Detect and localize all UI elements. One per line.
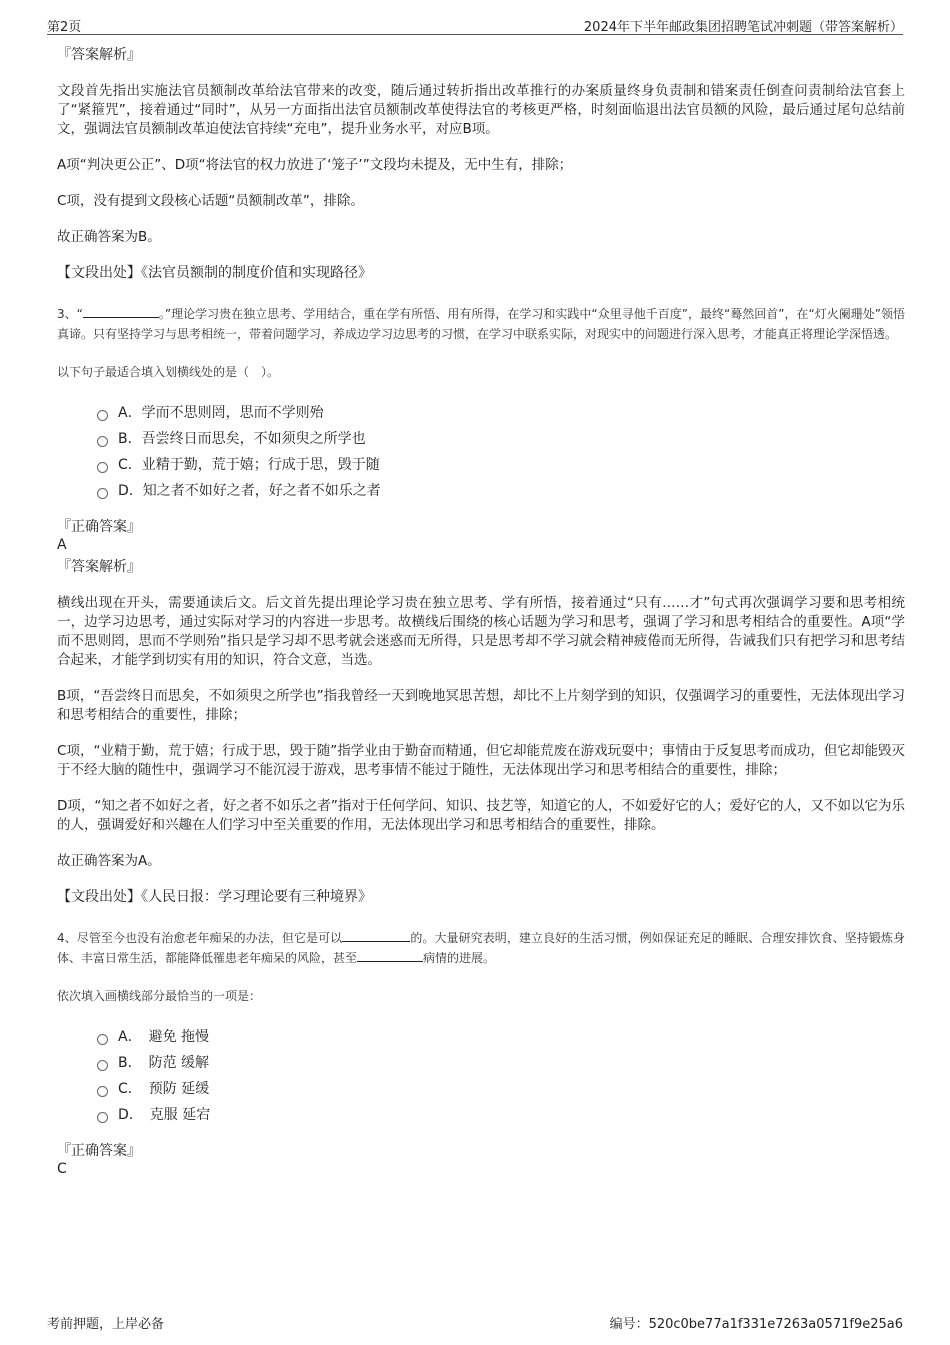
document-id: 编号：520c0be77a1f331e7263a0571f9e25a6 — [609, 1317, 903, 1332]
footer-slogan: 考前押题，上岸必备 — [47, 1317, 165, 1332]
q4-stem-part-2: 的。大量研究表明，建立良好的生活习惯，例如保证充足的睡眠、合理安排饮食、坚持锻炼身体、丰富日常生活，都能降低罹患老年痴呆的风险，甚至 — [57, 931, 905, 965]
q4-answer: C — [57, 1161, 67, 1177]
q3-option-b[interactable] — [97, 426, 905, 452]
radio-icon[interactable] — [97, 410, 108, 421]
option-label: A．学而不思则罔，思而不学则殆 — [118, 405, 324, 421]
radio-icon[interactable] — [97, 462, 108, 473]
q4-prompt: 依次填入画横线部分最恰当的一项是： — [57, 989, 262, 1003]
q2-analysis-paragraph-1: 文段首先指出实施法官员额制改革给法官带来的改变，随后通过转折指出改革推行的办案质量终身负责制和错案责任倒查问责制给法官套上了“紧箍咒”，接着通过“同时”，从另一方面指出法官员额制改革使得法官的考核更严格，时刻面临退出法官员额的风险，最后通过尾句总结前文，强调法官员额制改革迫使法官持续“充电”，提升业务水平，对应B项。 — [57, 83, 905, 137]
q3-stem-text: 。”理论学习贵在独立思考、学用结合，重在学有所悟、用有所得，在学习和实践中“众里寻他千百度”，最终“蓦然回首”，在“灯火阑珊处”领悟真谛。只有坚持学习与思考相统一，带着问题学习，养成边学习边思考的习惯，在学习中联系实际，对现实中的问题进行深入思考，才能真正将理论学深悟透。 — [57, 307, 905, 341]
q2-analysis-paragraph-4: 故正确答案为B。 — [57, 229, 161, 245]
option-label: A． 避免 拖慢 — [118, 1029, 210, 1045]
radio-icon[interactable] — [97, 1034, 108, 1045]
q4-stem-part-1: 4、尽管至今也没有治愈老年痴呆的办法，但它是可以 — [57, 931, 343, 945]
q4-option-d[interactable] — [97, 1102, 905, 1128]
radio-icon[interactable] — [97, 488, 108, 499]
q2-analysis-label: 『答案解析』 — [57, 47, 141, 63]
option-label: B．吾尝终日而思矣，不如须臾之所学也 — [118, 431, 366, 447]
q4-option-c[interactable] — [97, 1076, 905, 1102]
q3-stem — [57, 304, 905, 344]
q3-options — [97, 400, 905, 504]
q4-answer-label: 『正确答案』 — [57, 1143, 141, 1159]
q4-option-b[interactable] — [97, 1050, 905, 1076]
q3-option-a[interactable] — [97, 400, 905, 426]
q3-analysis-paragraph-3: C项，“业精于勤，荒于嬉；行成于思，毁于随”指学业由于勤奋而精通，但它却能荒废在游戏玩耍中；事情由于反复思考而成功，但它却能毁灭于不经大脑的随性中，强调学习不能沉浸于游戏，思考事情不能过于随性，无法体现出学习和思考相结合的重要性，排除； — [57, 743, 905, 778]
q3-analysis-paragraph-4: D项，“知之者不如好之者，好之者不如乐之者”指对于任何学问、知识、技艺等，知道它的人，不如爱好它的人；爱好它的人，又不如以它为乐的人，强调爱好和兴趣在人们学习中至关重要的作用，无法体现出学习和思考相结合的重要性，排除。 — [57, 798, 905, 833]
q3-prompt: 以下句子最适合填入划横线处的是（ ）。 — [57, 365, 280, 379]
q4-blank-1 — [342, 929, 410, 942]
q4-stem — [57, 928, 905, 968]
q3-option-c[interactable] — [97, 452, 905, 478]
q2-analysis-paragraph-3: C项，没有提到文段核心话题“员额制改革”，排除。 — [57, 193, 364, 209]
q3-blank — [83, 305, 159, 318]
q3-answer: A — [57, 537, 67, 553]
q3-number: 3、“ — [57, 307, 83, 321]
q3-analysis-label: 『答案解析』 — [57, 559, 141, 575]
page-content — [57, 46, 905, 1182]
radio-icon[interactable] — [97, 1112, 108, 1123]
page-header — [47, 14, 903, 35]
radio-icon[interactable] — [97, 436, 108, 447]
q3-analysis-paragraph-1: 横线出现在开头，需要通读后文。后文首先提出理论学习贵在独立思考、学有所悟，接着通过“只有……才”句式再次强调学习要和思考相统一，边学习边思考，通过实际对学习的内容进一步思考。故横线后围绕的核心话题为学习和思考，强调了学习和思考相结合的重要性。A项“学而不思则罔，思而不学则殆”指只是学习却不思考就会迷惑而无所得，只是思考却不学习就会精神疲倦而无所得，告诫我们只有把学习和思考结合起来，才能学到切实有用的知识，符合文意，当选。 — [57, 595, 905, 668]
page-number: 第2页 — [47, 20, 82, 35]
q3-answer-label: 『正确答案』 — [57, 519, 141, 535]
option-label: D． 克服 延宕 — [118, 1107, 211, 1123]
q4-options — [97, 1024, 905, 1128]
option-label: D．知之者不如好之者，好之者不如乐之者 — [118, 483, 381, 499]
q2-analysis-paragraph-2: A项“判决更公正”、D项“将法官的权力放进了‘笼子’”文段均未提及，无中生有，排除； — [57, 157, 573, 173]
radio-icon[interactable] — [97, 1060, 108, 1071]
q3-option-d[interactable] — [97, 478, 905, 504]
option-label: B． 防范 缓解 — [118, 1055, 210, 1071]
radio-icon[interactable] — [97, 1086, 108, 1097]
option-label: C． 预防 延缓 — [118, 1081, 210, 1097]
q3-analysis-paragraph-2: B项，“吾尝终日而思矣，不如须臾之所学也”指我曾经一天到晚地冥思苦想，却比不上片刻学到的知识，仅强调学习的重要性，无法体现出学习和思考相结合的重要性，排除； — [57, 688, 905, 723]
document-title: 2024年下半年邮政集团招聘笔试冲刺题（带答案解析） — [583, 20, 903, 35]
q4-option-a[interactable] — [97, 1024, 905, 1050]
q3-analysis-paragraph-5: 故正确答案为A。 — [57, 853, 161, 869]
q2-source: 【文段出处】《法官员额制的制度价值和实现路径》 — [57, 265, 372, 281]
option-label: C．业精于勤，荒于嬉；行成于思，毁于随 — [118, 457, 380, 473]
q4-stem-part-3: 病情的进展。 — [423, 951, 496, 965]
q3-source: 【文段出处】《人民日报：学习理论要有三种境界》 — [57, 889, 372, 905]
q4-blank-2 — [357, 949, 423, 962]
